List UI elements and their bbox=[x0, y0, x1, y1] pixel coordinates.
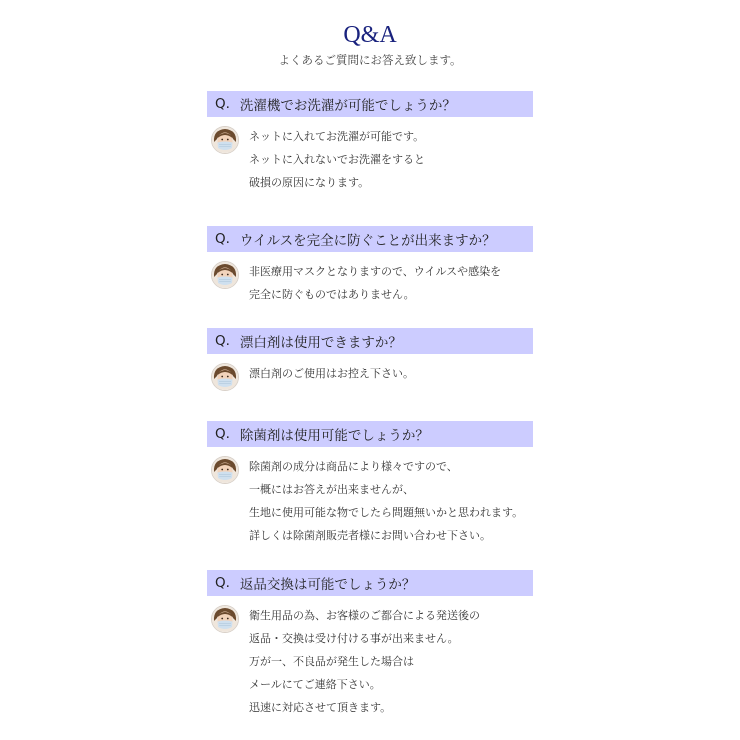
question-bar bbox=[207, 91, 533, 117]
answer-line: ネットに入れてお洗濯が可能です。 bbox=[249, 130, 425, 143]
masked-person-avatar-icon bbox=[211, 456, 239, 484]
qa-item bbox=[207, 226, 533, 306]
answer-line: 一概にはお答えが出来ませんが、 bbox=[249, 483, 414, 496]
answer-block bbox=[207, 260, 533, 306]
answer-line: 衛生用品の為、お客様のご都合による発送後の bbox=[249, 609, 480, 622]
question-prefix: Q. bbox=[215, 333, 230, 349]
masked-person-avatar-icon bbox=[211, 261, 239, 289]
answer-block bbox=[207, 125, 533, 194]
answer-line: 漂白剤のご使用はお控え下さい。 bbox=[249, 367, 414, 380]
answer-line: メールにてご連絡下さい。 bbox=[249, 678, 381, 691]
answer-line: 万が一、不良品が発生した場合は bbox=[249, 655, 414, 668]
question-bar bbox=[207, 226, 533, 252]
question-bar bbox=[207, 328, 533, 354]
answer-block bbox=[207, 604, 533, 719]
qa-item bbox=[207, 570, 533, 719]
qa-item bbox=[207, 421, 533, 547]
answer-line: 迅速に対応させて頂きます。 bbox=[249, 701, 392, 714]
page-subtitle: よくあるご質問にお答え致します。 bbox=[278, 53, 462, 67]
answer-block bbox=[207, 455, 533, 547]
answer-line: 完全に防ぐものではありません。 bbox=[249, 288, 415, 301]
question-prefix: Q. bbox=[215, 426, 230, 442]
question-text: 洗濯機でお洗濯が可能でしょうか？ bbox=[239, 98, 456, 114]
question-text: ウイルスを完全に防ぐことが出来ますか？ bbox=[239, 233, 496, 249]
answer-line: 除菌剤の成分は商品により様々ですので、 bbox=[249, 460, 458, 473]
question-bar bbox=[207, 570, 533, 596]
question-bar bbox=[207, 421, 533, 447]
question-prefix: Q. bbox=[215, 96, 230, 112]
question-prefix: Q. bbox=[215, 575, 230, 591]
question-prefix: Q. bbox=[215, 231, 230, 247]
answer-line: 非医療用マスクとなりますので、ウイルスや感染を bbox=[249, 265, 502, 278]
answer-line: ネットに入れないでお洗濯をすると bbox=[249, 153, 425, 166]
question-text: 返品交換は可能でしょうか？ bbox=[239, 577, 416, 593]
answer-line: 返品・交換は受け付ける事が出来ません。 bbox=[249, 632, 459, 645]
question-text: 漂白剤は使用できますか？ bbox=[239, 335, 402, 351]
masked-person-avatar-icon bbox=[211, 126, 239, 154]
masked-person-avatar-icon bbox=[211, 363, 239, 391]
page-title: Q&A bbox=[343, 22, 397, 48]
question-text: 除菌剤は使用可能でしょうか？ bbox=[239, 428, 429, 444]
qa-item bbox=[207, 91, 533, 194]
masked-person-avatar-icon bbox=[211, 605, 239, 633]
answer-line: 詳しくは除菌剤販売者様にお問い合わせ下さい。 bbox=[249, 529, 491, 542]
answer-line: 破損の原因になります。 bbox=[249, 176, 370, 189]
qa-item bbox=[207, 328, 533, 385]
answer-block bbox=[207, 362, 533, 385]
answer-line: 生地に使用可能な物でしたら問題無いかと思われます。 bbox=[249, 506, 524, 519]
